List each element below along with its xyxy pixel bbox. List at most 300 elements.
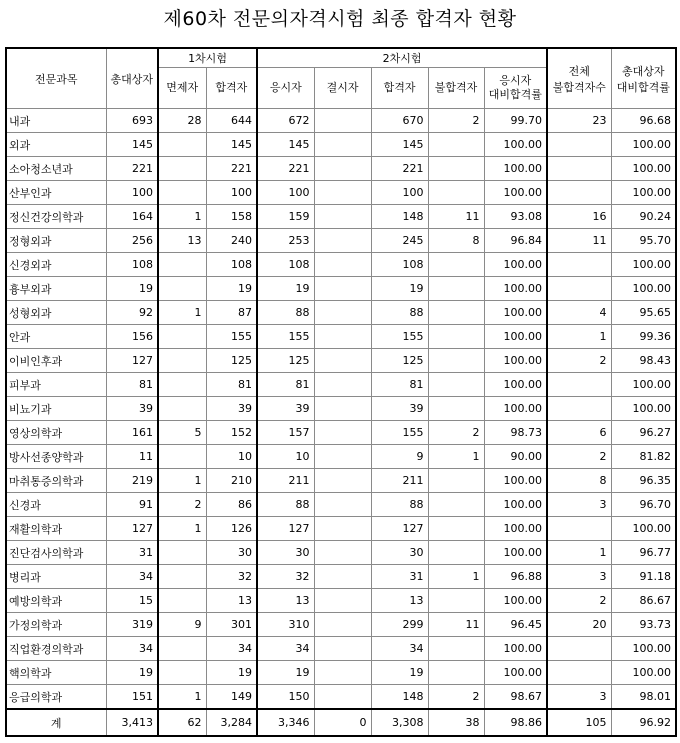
cell-applicants: 19: [257, 277, 314, 301]
cell-rate-total: 96.27: [611, 421, 676, 445]
cell-applicants: 30: [257, 541, 314, 565]
cell-rate-total: 96.92: [611, 709, 676, 736]
cell-rate-total: 95.70: [611, 229, 676, 253]
table-row: [6, 205, 676, 229]
cell-exempt: [158, 325, 206, 349]
cell-rate-applicant: 100.00: [484, 397, 547, 421]
table-row: [6, 613, 676, 637]
cell-failed: 38: [428, 709, 484, 736]
cell-pass1: 644: [206, 109, 257, 133]
cell-exempt: [158, 589, 206, 613]
cell-total: 39: [106, 397, 158, 421]
cell-absent: [314, 661, 371, 685]
cell-rate-total: 81.82: [611, 445, 676, 469]
cell-rate-total: 100.00: [611, 157, 676, 181]
cell-absent: [314, 421, 371, 445]
cell-rate-total: 95.65: [611, 301, 676, 325]
cell-pass2: 145: [371, 133, 428, 157]
cell-pass1: 145: [206, 133, 257, 157]
cell-pass2: 81: [371, 373, 428, 397]
cell-rate-applicant: 100.00: [484, 181, 547, 205]
header-total-failed-line1: 전체: [568, 64, 590, 78]
cell-total: 127: [106, 517, 158, 541]
cell-failed: [428, 589, 484, 613]
cell-exempt: 5: [158, 421, 206, 445]
cell-rate-total: 100.00: [611, 517, 676, 541]
cell-rate-total: 100.00: [611, 133, 676, 157]
cell-pass2: 30: [371, 541, 428, 565]
cell-applicants: 10: [257, 445, 314, 469]
table-row: [6, 229, 676, 253]
cell-failed: [428, 637, 484, 661]
cell-absent: [314, 613, 371, 637]
cell-absent: [314, 493, 371, 517]
cell-total: 256: [106, 229, 158, 253]
cell-applicants: 157: [257, 421, 314, 445]
table-row: [6, 589, 676, 613]
cell-absent: [314, 205, 371, 229]
header-rate-total-line1: 총대상자: [622, 64, 665, 78]
cell-failed: 2: [428, 109, 484, 133]
cell-exempt: 1: [158, 685, 206, 710]
cell-applicants: 125: [257, 349, 314, 373]
cell-total-failed: [547, 373, 611, 397]
table-header: [6, 48, 676, 109]
cell-absent: [314, 685, 371, 710]
table-row: [6, 421, 676, 445]
cell-applicants: 253: [257, 229, 314, 253]
table-row: [6, 301, 676, 325]
cell-absent: [314, 157, 371, 181]
cell-total-failed: 3: [547, 685, 611, 710]
cell-applicants: 211: [257, 469, 314, 493]
cell-pass1: 81: [206, 373, 257, 397]
cell-exempt: [158, 349, 206, 373]
cell-total: 19: [106, 661, 158, 685]
cell-specialty: 안과: [6, 325, 106, 349]
cell-absent: [314, 373, 371, 397]
cell-total-failed: 20: [547, 613, 611, 637]
page-title: 제60차 전문의자격시험 최종 합격자 현황: [163, 8, 517, 30]
cell-total-failed: 1: [547, 541, 611, 565]
cell-exempt: 1: [158, 205, 206, 229]
cell-total: 127: [106, 349, 158, 373]
cell-total-failed: [547, 277, 611, 301]
cell-pass2: 148: [371, 685, 428, 710]
cell-specialty: 예방의학과: [6, 589, 106, 613]
cell-total: 34: [106, 637, 158, 661]
cell-applicants: 81: [257, 373, 314, 397]
cell-pass1: 155: [206, 325, 257, 349]
table-row: [6, 661, 676, 685]
total-row: [6, 709, 676, 736]
cell-total: 34: [106, 565, 158, 589]
cell-applicants: 34: [257, 637, 314, 661]
cell-pass1: 152: [206, 421, 257, 445]
cell-exempt: [158, 277, 206, 301]
cell-pass1: 10: [206, 445, 257, 469]
cell-pass1: 87: [206, 301, 257, 325]
cell-pass1: 126: [206, 517, 257, 541]
header-exempt: 면제자: [158, 68, 206, 109]
table-row: [6, 469, 676, 493]
cell-total-failed: 23: [547, 109, 611, 133]
cell-exempt: 1: [158, 469, 206, 493]
cell-specialty: 피부과: [6, 373, 106, 397]
cell-pass2: 100: [371, 181, 428, 205]
cell-exempt: [158, 445, 206, 469]
cell-total: 81: [106, 373, 158, 397]
cell-total: 15: [106, 589, 158, 613]
cell-pass2: 34: [371, 637, 428, 661]
cell-rate-total: 93.73: [611, 613, 676, 637]
cell-applicants: 100: [257, 181, 314, 205]
table-row: [6, 325, 676, 349]
cell-total-failed: [547, 253, 611, 277]
cell-pass2: 108: [371, 253, 428, 277]
cell-rate-applicant: 98.73: [484, 421, 547, 445]
table-row: [6, 181, 676, 205]
cell-pass1: 34: [206, 637, 257, 661]
cell-pass1: 301: [206, 613, 257, 637]
cell-pass1: 86: [206, 493, 257, 517]
cell-total: 92: [106, 301, 158, 325]
cell-applicants: 88: [257, 493, 314, 517]
header-rate-applicant-line1: 응시자: [499, 74, 532, 87]
cell-absent: [314, 181, 371, 205]
cell-failed: [428, 253, 484, 277]
cell-pass2: 245: [371, 229, 428, 253]
cell-rate-applicant: 100.00: [484, 373, 547, 397]
cell-total-failed: 3: [547, 565, 611, 589]
cell-applicants: 155: [257, 325, 314, 349]
cell-specialty: 정신건강의학과: [6, 205, 106, 229]
cell-total: 156: [106, 325, 158, 349]
cell-failed: 8: [428, 229, 484, 253]
cell-total: 31: [106, 541, 158, 565]
cell-rate-applicant: 98.86: [484, 709, 547, 736]
cell-pass2: 127: [371, 517, 428, 541]
cell-applicants: 310: [257, 613, 314, 637]
cell-absent: [314, 229, 371, 253]
cell-absent: [314, 589, 371, 613]
cell-absent: [314, 637, 371, 661]
cell-exempt: 1: [158, 301, 206, 325]
cell-rate-applicant: 100.00: [484, 469, 547, 493]
cell-rate-total: 99.36: [611, 325, 676, 349]
cell-total: 108: [106, 253, 158, 277]
cell-pass1: 3,284: [206, 709, 257, 736]
cell-failed: 11: [428, 613, 484, 637]
cell-absent: [314, 445, 371, 469]
cell-pass1: 108: [206, 253, 257, 277]
cell-failed: [428, 541, 484, 565]
cell-pass1: 221: [206, 157, 257, 181]
cell-specialty: 가정의학과: [6, 613, 106, 637]
cell-specialty: 소아청소년과: [6, 157, 106, 181]
cell-specialty: 재활의학과: [6, 517, 106, 541]
cell-rate-applicant: 100.00: [484, 301, 547, 325]
cell-rate-applicant: 100.00: [484, 277, 547, 301]
cell-applicants: 150: [257, 685, 314, 710]
table-row: [6, 373, 676, 397]
cell-failed: [428, 661, 484, 685]
cell-pass2: 9: [371, 445, 428, 469]
cell-exempt: [158, 133, 206, 157]
cell-rate-total: 96.35: [611, 469, 676, 493]
cell-pass2: 211: [371, 469, 428, 493]
cell-failed: 2: [428, 685, 484, 710]
cell-pass2: 31: [371, 565, 428, 589]
cell-pass1: 39: [206, 397, 257, 421]
cell-specialty: 방사선종양학과: [6, 445, 106, 469]
cell-rate-applicant: 100.00: [484, 349, 547, 373]
cell-rate-total: 100.00: [611, 373, 676, 397]
header-rate-total: [611, 48, 676, 109]
cell-absent: [314, 541, 371, 565]
header-total-eligible: 총대상자: [106, 48, 158, 109]
cell-failed: 1: [428, 565, 484, 589]
cell-total: 145: [106, 133, 158, 157]
cell-total: 219: [106, 469, 158, 493]
cell-total-failed: 2: [547, 589, 611, 613]
cell-pass2: 19: [371, 277, 428, 301]
cell-pass2: 155: [371, 325, 428, 349]
cell-total: 319: [106, 613, 158, 637]
cell-total-failed: [547, 397, 611, 421]
cell-absent: [314, 565, 371, 589]
cell-pass1: 13: [206, 589, 257, 613]
cell-failed: [428, 325, 484, 349]
cell-rate-total: 98.01: [611, 685, 676, 710]
cell-total-failed: 2: [547, 349, 611, 373]
cell-exempt: [158, 253, 206, 277]
cell-pass2: 125: [371, 349, 428, 373]
cell-specialty: 신경과: [6, 493, 106, 517]
table-row: [6, 253, 676, 277]
cell-total: 91: [106, 493, 158, 517]
cell-absent: [314, 517, 371, 541]
cell-total-failed: 11: [547, 229, 611, 253]
cell-rate-applicant: 100.00: [484, 493, 547, 517]
cell-pass1: 32: [206, 565, 257, 589]
cell-total-failed: 1: [547, 325, 611, 349]
cell-absent: [314, 109, 371, 133]
cell-exempt: [158, 541, 206, 565]
cell-rate-applicant: 100.00: [484, 589, 547, 613]
cell-failed: [428, 517, 484, 541]
cell-applicants: 32: [257, 565, 314, 589]
table-row: [6, 493, 676, 517]
cell-specialty: 병리과: [6, 565, 106, 589]
cell-pass2: 88: [371, 301, 428, 325]
cell-pass2: 13: [371, 589, 428, 613]
cell-failed: [428, 157, 484, 181]
cell-exempt: 9: [158, 613, 206, 637]
cell-specialty: 핵의학과: [6, 661, 106, 685]
cell-absent: [314, 277, 371, 301]
cell-total: 19: [106, 277, 158, 301]
cell-applicants: 159: [257, 205, 314, 229]
cell-absent: 0: [314, 709, 371, 736]
cell-applicants: 13: [257, 589, 314, 613]
cell-rate-total: 86.67: [611, 589, 676, 613]
table-row: [6, 517, 676, 541]
cell-rate-applicant: 96.88: [484, 565, 547, 589]
cell-total-failed: [547, 157, 611, 181]
cell-pass2: 155: [371, 421, 428, 445]
header-rate-total-line2: 대비합격률: [616, 80, 670, 94]
cell-rate-total: 100.00: [611, 637, 676, 661]
header-round1: 1차시험: [158, 48, 257, 68]
cell-total: 164: [106, 205, 158, 229]
cell-failed: [428, 301, 484, 325]
table-row: [6, 541, 676, 565]
cell-rate-total: 96.70: [611, 493, 676, 517]
cell-pass1: 158: [206, 205, 257, 229]
cell-specialty: 흉부외과: [6, 277, 106, 301]
header-rate-applicant: [484, 68, 547, 109]
cell-applicants: 88: [257, 301, 314, 325]
cell-specialty: 계: [6, 709, 106, 736]
cell-applicants: 39: [257, 397, 314, 421]
cell-total-failed: 3: [547, 493, 611, 517]
cell-rate-total: 96.68: [611, 109, 676, 133]
cell-exempt: 62: [158, 709, 206, 736]
cell-total: 221: [106, 157, 158, 181]
cell-total-failed: [547, 661, 611, 685]
cell-failed: [428, 181, 484, 205]
cell-total: 151: [106, 685, 158, 710]
header-total-failed-line2: 불합격자수: [552, 80, 606, 94]
cell-exempt: 13: [158, 229, 206, 253]
cell-pass2: 299: [371, 613, 428, 637]
cell-failed: [428, 373, 484, 397]
header-absent: 결시자: [314, 68, 371, 109]
cell-exempt: [158, 157, 206, 181]
cell-absent: [314, 349, 371, 373]
cell-total: 693: [106, 109, 158, 133]
cell-applicants: 221: [257, 157, 314, 181]
cell-failed: 1: [428, 445, 484, 469]
cell-rate-total: 100.00: [611, 277, 676, 301]
cell-exempt: [158, 637, 206, 661]
cell-exempt: [158, 565, 206, 589]
cell-rate-applicant: 100.00: [484, 661, 547, 685]
cell-pass2: 670: [371, 109, 428, 133]
cell-absent: [314, 133, 371, 157]
cell-total-failed: 16: [547, 205, 611, 229]
cell-exempt: 2: [158, 493, 206, 517]
cell-pass2: 39: [371, 397, 428, 421]
header-passers2: 합격자: [371, 68, 428, 109]
cell-rate-applicant: 90.00: [484, 445, 547, 469]
cell-rate-total: 90.24: [611, 205, 676, 229]
cell-total: 11: [106, 445, 158, 469]
cell-failed: [428, 277, 484, 301]
cell-rate-applicant: 96.84: [484, 229, 547, 253]
cell-specialty: 응급의학과: [6, 685, 106, 710]
header-passers1: 합격자: [206, 68, 257, 109]
cell-rate-applicant: 96.45: [484, 613, 547, 637]
cell-pass1: 19: [206, 277, 257, 301]
cell-exempt: [158, 181, 206, 205]
table-row: [6, 637, 676, 661]
cell-rate-total: 98.43: [611, 349, 676, 373]
cell-rate-total: 100.00: [611, 253, 676, 277]
cell-total-failed: 105: [547, 709, 611, 736]
cell-specialty: 영상의학과: [6, 421, 106, 445]
cell-failed: [428, 469, 484, 493]
cell-rate-total: 91.18: [611, 565, 676, 589]
results-table: [5, 47, 677, 737]
cell-pass1: 240: [206, 229, 257, 253]
cell-total-failed: [547, 133, 611, 157]
cell-failed: [428, 493, 484, 517]
cell-specialty: 직업환경의학과: [6, 637, 106, 661]
cell-absent: [314, 325, 371, 349]
cell-absent: [314, 301, 371, 325]
table-row: [6, 109, 676, 133]
cell-pass2: 148: [371, 205, 428, 229]
cell-pass1: 210: [206, 469, 257, 493]
cell-total-failed: 8: [547, 469, 611, 493]
header-specialty: 전문과목: [6, 48, 106, 109]
cell-rate-applicant: 100.00: [484, 517, 547, 541]
cell-absent: [314, 469, 371, 493]
table-row: [6, 157, 676, 181]
cell-rate-applicant: 100.00: [484, 157, 547, 181]
table-row: [6, 397, 676, 421]
cell-rate-applicant: 93.08: [484, 205, 547, 229]
cell-specialty: 이비인후과: [6, 349, 106, 373]
cell-rate-applicant: 100.00: [484, 133, 547, 157]
cell-specialty: 신경외과: [6, 253, 106, 277]
cell-total: 3,413: [106, 709, 158, 736]
cell-specialty: 산부인과: [6, 181, 106, 205]
cell-failed: 11: [428, 205, 484, 229]
cell-failed: [428, 349, 484, 373]
table-row: [6, 445, 676, 469]
cell-pass1: 19: [206, 661, 257, 685]
cell-rate-total: 100.00: [611, 397, 676, 421]
cell-rate-applicant: 100.00: [484, 325, 547, 349]
cell-applicants: 108: [257, 253, 314, 277]
table-row: [6, 277, 676, 301]
cell-rate-applicant: 98.67: [484, 685, 547, 710]
cell-pass1: 30: [206, 541, 257, 565]
table-body: [6, 109, 676, 737]
cell-total-failed: [547, 517, 611, 541]
cell-pass2: 3,308: [371, 709, 428, 736]
cell-rate-applicant: 100.00: [484, 253, 547, 277]
cell-absent: [314, 397, 371, 421]
header-total-failed: [547, 48, 611, 109]
cell-specialty: 비뇨기과: [6, 397, 106, 421]
cell-applicants: 145: [257, 133, 314, 157]
cell-specialty: 외과: [6, 133, 106, 157]
cell-rate-total: 100.00: [611, 661, 676, 685]
cell-exempt: [158, 373, 206, 397]
cell-exempt: 1: [158, 517, 206, 541]
table-row: [6, 133, 676, 157]
header-applicants: 응시자: [257, 68, 314, 109]
cell-applicants: 672: [257, 109, 314, 133]
header-rate-applicant-line2: 대비합격률: [488, 88, 542, 101]
cell-exempt: [158, 397, 206, 421]
cell-total-failed: 2: [547, 445, 611, 469]
cell-specialty: 내과: [6, 109, 106, 133]
